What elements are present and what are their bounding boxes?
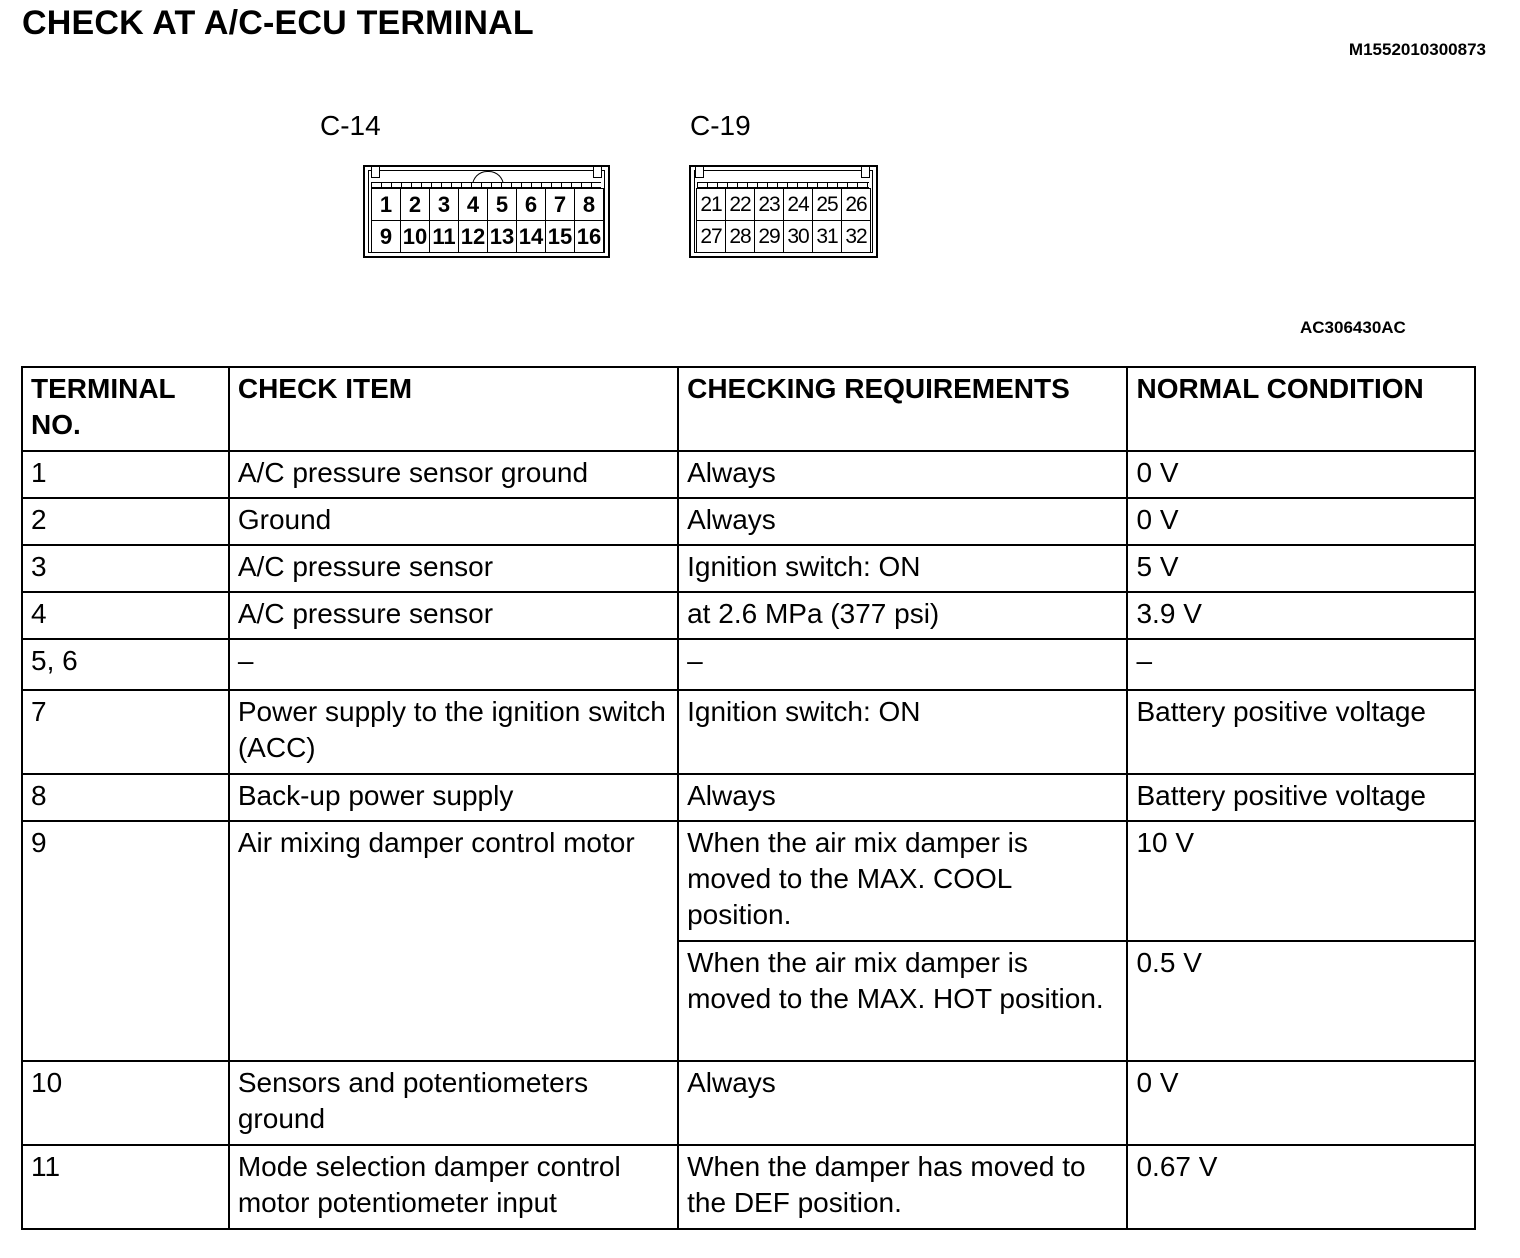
- check-item-cell: Back-up power supply: [229, 774, 678, 821]
- pin: 15: [546, 221, 575, 253]
- pin: 13: [488, 221, 517, 253]
- pin: 3: [430, 189, 459, 221]
- header-normal-condition: NORMAL CONDITION: [1127, 367, 1475, 451]
- requirement-cell: Ignition switch: ON: [678, 545, 1127, 592]
- condition-cell: 10 V: [1127, 821, 1475, 941]
- connector-label-c19: C-19: [690, 110, 751, 141]
- pin: 1: [372, 189, 401, 221]
- check-item-cell: Power supply to the ignition switch (ACC): [229, 690, 678, 774]
- condition-cell: 0 V: [1127, 451, 1475, 498]
- table-row: [22, 639, 1475, 690]
- requirement-cell: When the damper has moved to the DEF position.: [678, 1145, 1127, 1229]
- requirement-cell: Always: [678, 498, 1127, 545]
- pin: 22: [726, 189, 755, 221]
- condition-cell: 3.9 V: [1127, 592, 1475, 639]
- terminal-cell: 1: [22, 451, 229, 498]
- pin: 7: [546, 189, 575, 221]
- table-row: [22, 821, 1475, 941]
- requirement-cell: Always: [678, 1061, 1127, 1145]
- table-row: [22, 1061, 1475, 1145]
- check-item-cell: Sensors and potentiometers ground: [229, 1061, 678, 1145]
- pin: 24: [784, 189, 813, 221]
- pin: 31: [813, 221, 842, 253]
- terminal-cell: 8: [22, 774, 229, 821]
- pin: 26: [842, 189, 871, 221]
- check-item-cell: Air mixing damper control motor: [229, 821, 678, 1061]
- table-row: [22, 498, 1475, 545]
- pin: 12: [459, 221, 488, 253]
- pin: 6: [517, 189, 546, 221]
- table-row: [22, 690, 1475, 774]
- condition-cell: 0.5 V: [1127, 941, 1475, 1061]
- check-item-cell: A/C pressure sensor: [229, 592, 678, 639]
- check-item-cell: A/C pressure sensor: [229, 545, 678, 592]
- terminal-cell: 2: [22, 498, 229, 545]
- figure-id: AC306430AC: [1300, 318, 1406, 337]
- pin: 28: [726, 221, 755, 253]
- requirement-cell: When the air mix damper is moved to the MAX. HOT position.: [678, 941, 1127, 1061]
- condition-cell: 0 V: [1127, 1061, 1475, 1145]
- connector-label-c14: C-14: [320, 110, 381, 141]
- check-item-cell: Ground: [229, 498, 678, 545]
- pin: 16: [575, 221, 604, 253]
- pin: 21: [697, 189, 726, 221]
- check-item-cell: –: [229, 639, 678, 690]
- terminal-cell: 7: [22, 690, 229, 774]
- page-title: CHECK AT A/C-ECU TERMINAL: [22, 4, 534, 42]
- pin: 32: [842, 221, 871, 253]
- pin: 4: [459, 189, 488, 221]
- terminal-cell: 3: [22, 545, 229, 592]
- pin: 8: [575, 189, 604, 221]
- terminal-check-table: [21, 366, 1476, 1230]
- terminal-cell: 10: [22, 1061, 229, 1145]
- header-checking-requirements: CHECKING REQUIREMENTS: [678, 367, 1127, 451]
- pin: 10: [401, 221, 430, 253]
- table-row: [22, 774, 1475, 821]
- terminal-cell: 4: [22, 592, 229, 639]
- condition-cell: –: [1127, 639, 1475, 690]
- pin: 9: [372, 221, 401, 253]
- document-id: M1552010300873: [1348, 40, 1486, 59]
- check-item-cell: A/C pressure sensor ground: [229, 451, 678, 498]
- header-terminal-no: TERMINAL NO.: [22, 367, 229, 451]
- header-check-item: CHECK ITEM: [229, 367, 678, 451]
- table-row: [22, 592, 1475, 639]
- condition-cell: 0 V: [1127, 498, 1475, 545]
- pin: 29: [755, 221, 784, 253]
- requirement-cell: at 2.6 MPa (377 psi): [678, 592, 1127, 639]
- requirement-cell: Ignition switch: ON: [678, 690, 1127, 774]
- connector-c14-diagram: [363, 165, 610, 258]
- table-row: [22, 545, 1475, 592]
- terminal-cell: 5, 6: [22, 639, 229, 690]
- table-row: [22, 1145, 1475, 1229]
- pin: 11: [430, 221, 459, 253]
- pin: 14: [517, 221, 546, 253]
- pin: 23: [755, 189, 784, 221]
- terminal-cell: 11: [22, 1145, 229, 1229]
- requirement-cell: When the air mix damper is moved to the MAX. COOL position.: [678, 821, 1127, 941]
- table-header-row: [22, 367, 1475, 451]
- condition-cell: Battery positive voltage: [1127, 690, 1475, 774]
- requirement-cell: Always: [678, 774, 1127, 821]
- table-row: [22, 451, 1475, 498]
- connector-c19-diagram: [689, 165, 878, 258]
- pin: 27: [697, 221, 726, 253]
- condition-cell: Battery positive voltage: [1127, 774, 1475, 821]
- pin: 30: [784, 221, 813, 253]
- check-item-cell: Mode selection damper control motor potentiometer input: [229, 1145, 678, 1229]
- pin: 25: [813, 189, 842, 221]
- pin: 5: [488, 189, 517, 221]
- terminal-cell: 9: [22, 821, 229, 1061]
- pin: 2: [401, 189, 430, 221]
- condition-cell: 5 V: [1127, 545, 1475, 592]
- condition-cell: 0.67 V: [1127, 1145, 1475, 1229]
- requirement-cell: Always: [678, 451, 1127, 498]
- requirement-cell: –: [678, 639, 1127, 690]
